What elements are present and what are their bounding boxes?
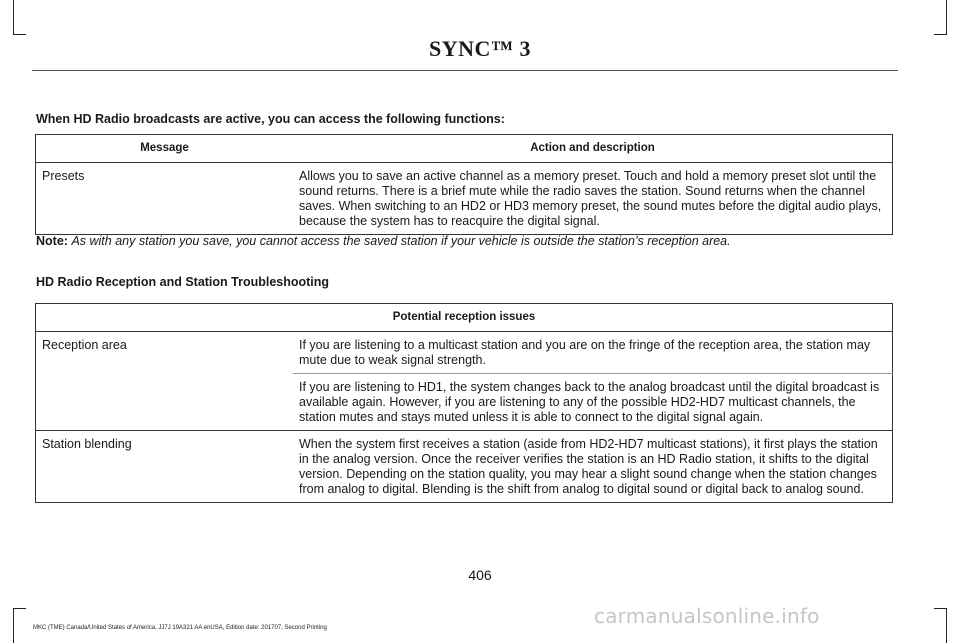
- issue-cell: Station blending: [36, 431, 294, 503]
- column-header-message: Message: [36, 135, 294, 163]
- description-cell: If you are listening to a multicast station and you are on the fringe of the reception area, the station may mute due to weak signal strength.: [293, 332, 893, 374]
- section-heading: HD Radio Reception and Station Troubleshooting: [36, 275, 330, 289]
- note: [36, 234, 906, 248]
- header-divider: [32, 70, 898, 71]
- description-cell: Allows you to save an active channel as a memory preset. Touch and hold a memory preset slot until the sound returns. There is a brief mute while the radio saves the station. Sound returns when the channel saves. When switching to an HD2 or HD3 memory preset, the sound mutes before the digital audio plays, because the system has to reacquire the digital signal.: [293, 163, 893, 235]
- table-row: [36, 163, 893, 235]
- description-cell: If you are listening to HD1, the system changes back to the analog broadcast until the digital broadcast is available again. However, if you are listening to any of the possible HD2-HD7 multicast channels, the station mutes and stays muted unless it is able to connect to the digital signal again.: [293, 374, 893, 431]
- note-text: As with any station you save, you cannot access the saved station if your vehicle is outside the station’s reception area.: [71, 234, 731, 248]
- crop-mark-bottom-left: [13, 608, 26, 643]
- description-cell: When the system first receives a station (aside from HD2-HD7 multicast stations), it first plays the station in the analog version. Once the receiver verifies the station is an HD Radio station, it shifts to the digital version. Depending on the station quality, you may hear a slight sound change when the station changes from analog to digital. Blending is the shift from analog to digital sound or digital back to analog sound.: [293, 431, 893, 503]
- issue-cell: Reception area: [36, 332, 294, 431]
- page-number: 406: [468, 567, 492, 583]
- column-header-reception-issues: Potential reception issues: [36, 304, 893, 332]
- note-label: Note:: [36, 234, 68, 248]
- message-cell: Presets: [36, 163, 294, 235]
- column-header-action: Action and description: [293, 135, 893, 163]
- page-header-title: SYNC™ 3: [429, 36, 531, 61]
- table-row: [36, 332, 893, 374]
- crop-mark-top-left: [13, 0, 26, 35]
- watermark: carmanualsonline.info: [594, 604, 820, 628]
- reception-issues-table: [35, 303, 893, 503]
- crop-mark-top-right: [934, 0, 947, 35]
- table-header-row: [36, 304, 893, 332]
- functions-table: [35, 134, 893, 235]
- intro-text: When HD Radio broadcasts are active, you can access the following functions:: [36, 112, 505, 126]
- table-header-row: [36, 135, 893, 163]
- footer-edition-text: MKC (TME) Canada/United States of America, JJ7J 19A321 AA enUSA, Edition date: 201707, Second Printing: [33, 625, 327, 631]
- table-row: [36, 431, 893, 503]
